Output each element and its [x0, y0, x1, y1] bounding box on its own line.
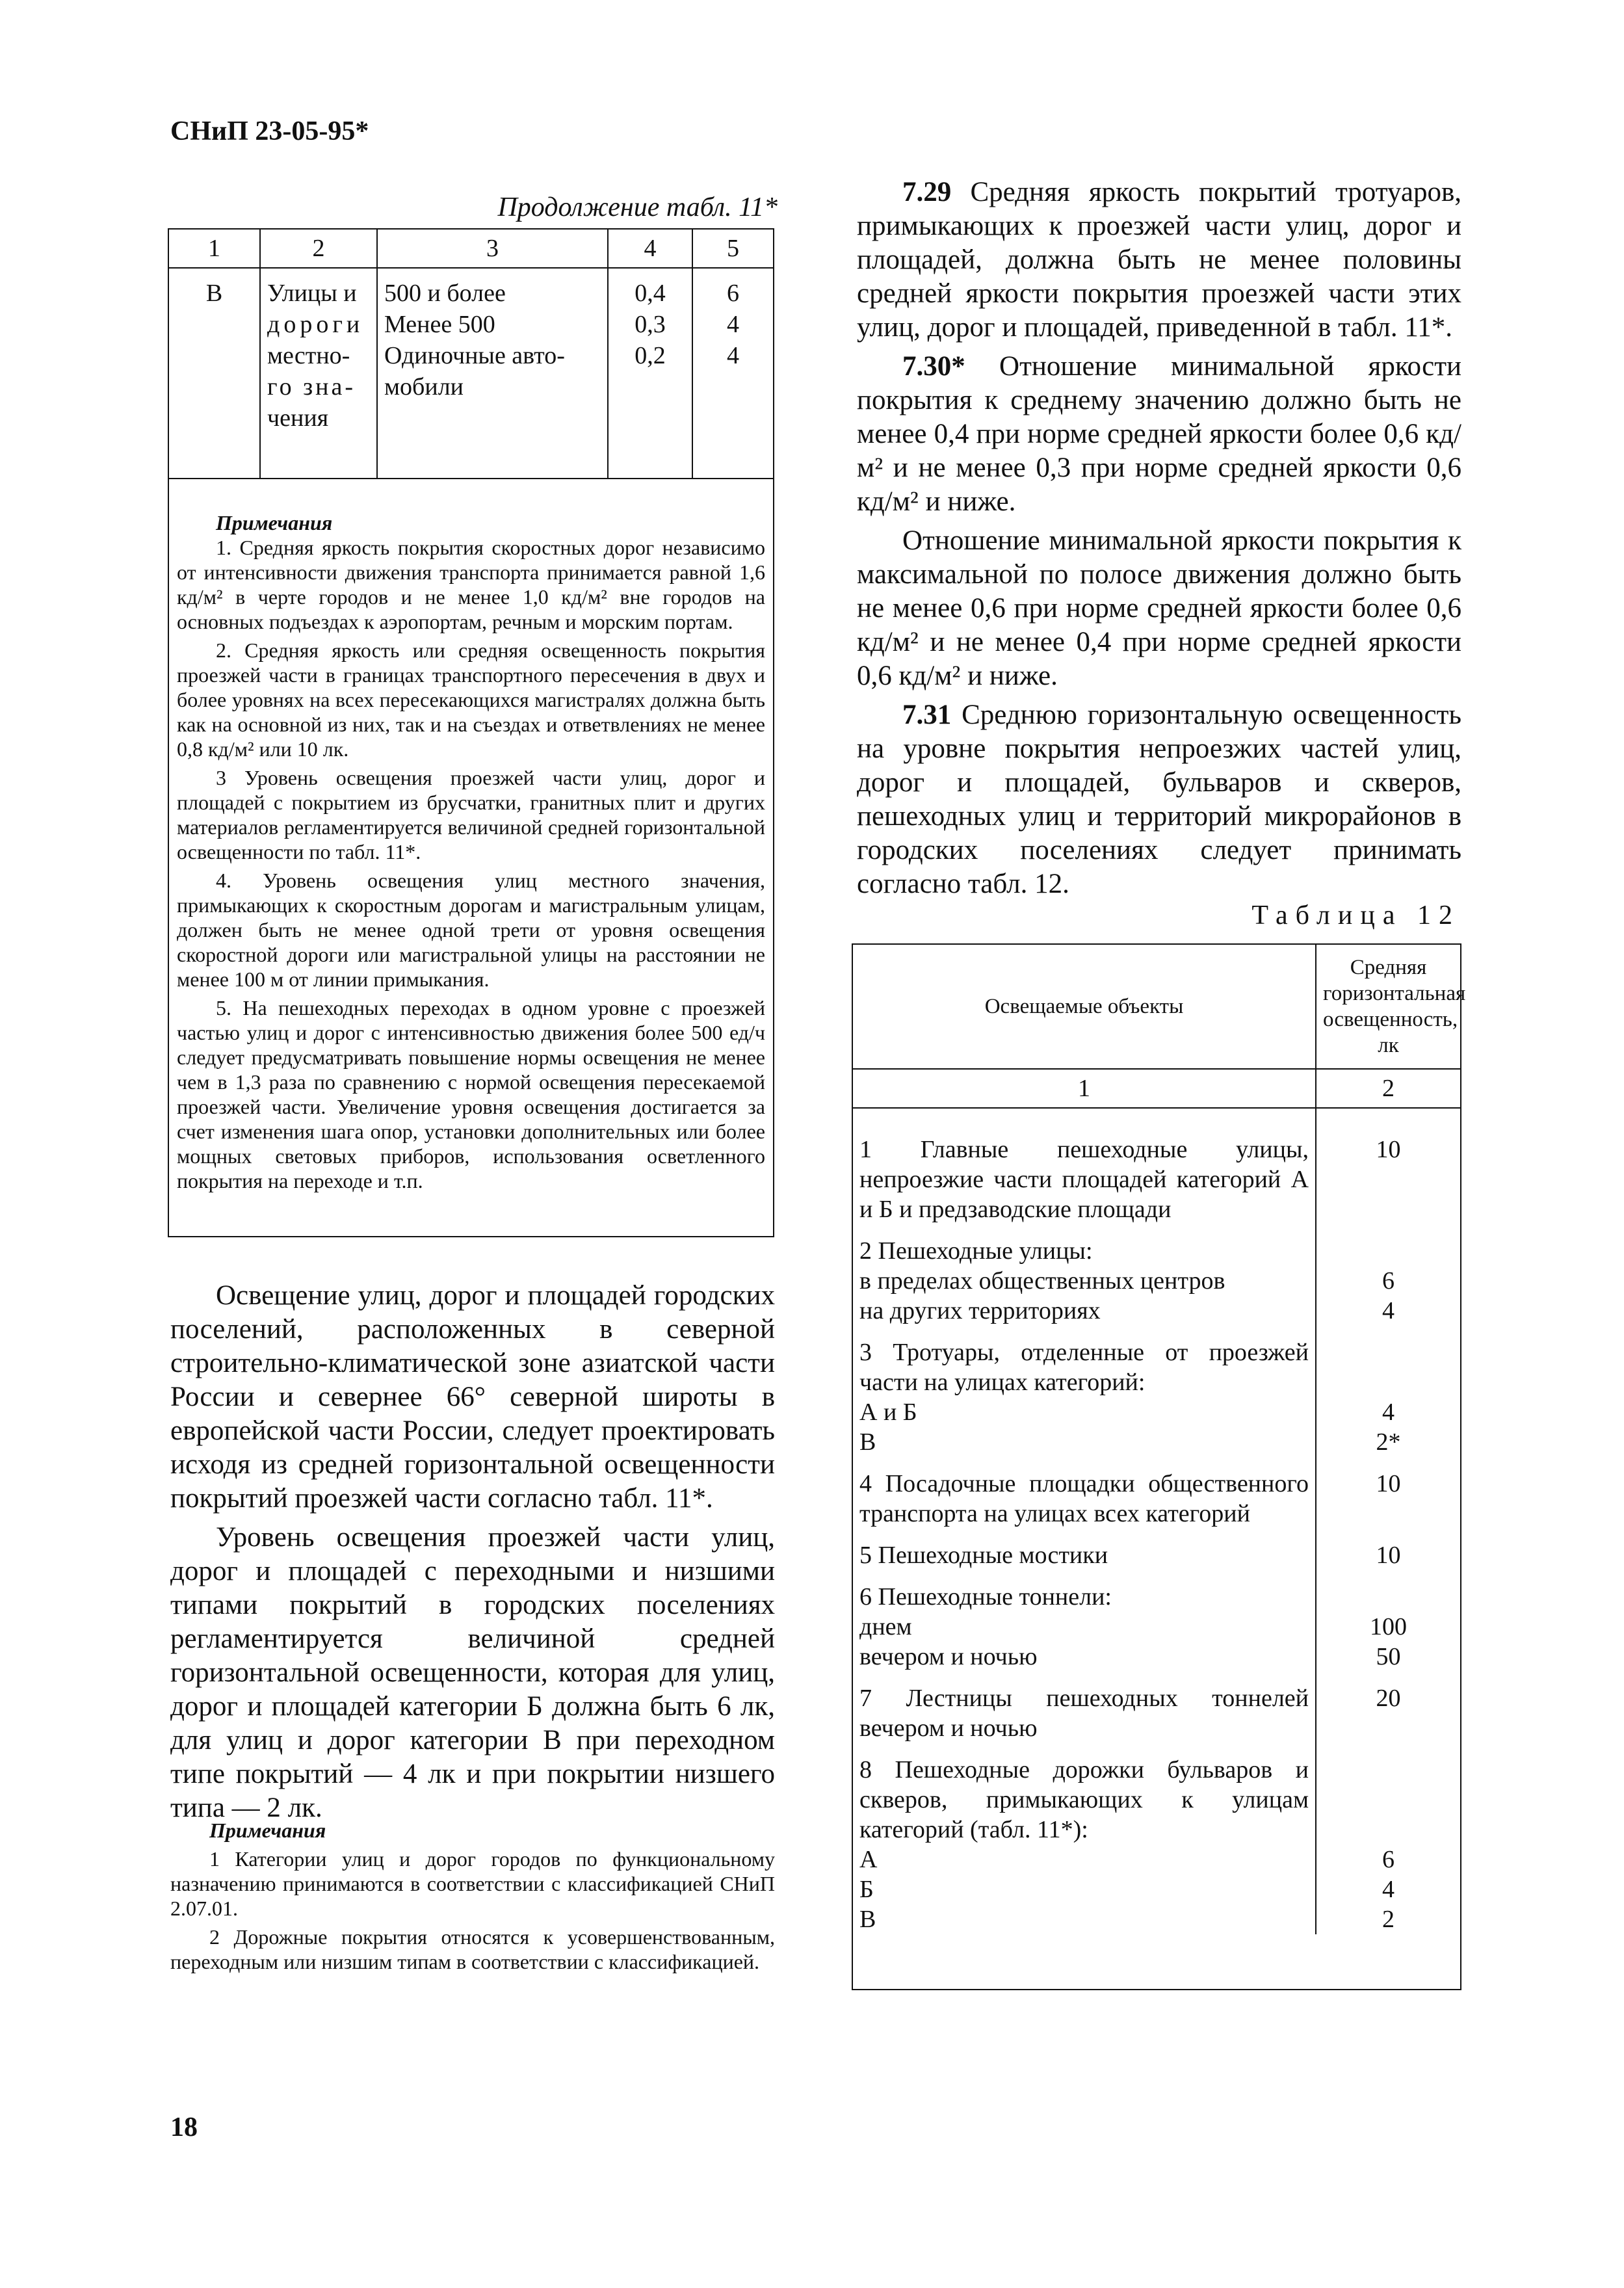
- table12-label: Таблица 12: [1251, 901, 1460, 930]
- table12-row: [853, 1529, 1460, 1570]
- table12-row: [853, 1874, 1460, 1904]
- table12-object: 3 Тротуары, отделенные от проезжей части на улицах категорий:: [853, 1326, 1316, 1397]
- illuminance-value: 6: [727, 280, 739, 307]
- table12-object: 5 Пешеходные мостики: [853, 1529, 1316, 1570]
- table12-object: на других территориях: [853, 1296, 1316, 1326]
- table11-colnum: 2: [260, 230, 377, 268]
- table12-row: [853, 1457, 1460, 1529]
- table11-colnum: 5: [692, 230, 773, 268]
- table12-body: [853, 1108, 1460, 1934]
- clause-text: Среднюю горизонтальную освещенность на уровне покрытия непроезжих частей улиц, дорог и площадей, бульваров и скверов, пешеходных улиц и территорий микрорайонов в городских поселениях следует принимать согласно табл. 12.: [857, 700, 1461, 899]
- table12-object: В: [853, 1427, 1316, 1457]
- table12-colnum: 1: [853, 1069, 1316, 1108]
- street-type-line: местно-: [267, 342, 350, 369]
- table12-row: [853, 1570, 1460, 1612]
- table12-value: 20: [1376, 1685, 1401, 1712]
- note-item: 1 Категории улиц и дорог городов по функциональному назначению принимаются в соответствии с классификацией СНиП 2.07.01.: [170, 1847, 775, 1920]
- table12-number-row: [853, 1069, 1460, 1108]
- table12-row: [853, 1427, 1460, 1457]
- clause-text: Средняя яркость покрытий тротуаров, примыкающих к проезжей части улиц, дорог и площадей, должна быть не менее половины средней яркости покрытия проезжей части этих улиц, дорог и площадей, приведенной в табл. 11*.: [857, 177, 1461, 343]
- clause-text: Отношение минимальной яркости покрытия к среднему значению должно быть не менее 0,4 при норме средней яркости более 0,6 кд/м² и не менее 0,3 при норме средней яркости 0,6 кд/м² и ниже.: [857, 351, 1461, 517]
- table12-value: 4: [1382, 1876, 1395, 1903]
- street-type-line: Улицы и: [267, 280, 357, 307]
- table12-value: 6: [1382, 1267, 1395, 1295]
- note-item: 2 Дорожные покрытия относятся к усовершенствованным, переходным или низшим типам в соответствии с классификацией.: [170, 1925, 775, 1973]
- table12-value: 4: [1382, 1297, 1395, 1324]
- street-type-line: дороги: [267, 311, 364, 338]
- table12: [853, 945, 1466, 1934]
- table12-value: [1316, 1224, 1460, 1266]
- table12-row: [853, 1296, 1460, 1326]
- table12-value: 2*: [1376, 1428, 1401, 1456]
- table12-header-row: [853, 945, 1460, 1069]
- table12-value: [1316, 1570, 1460, 1612]
- table12-object: 8 Пешеходные дорожки бульваров и скверов, примыкающих к улицам категорий (табл. 11*):: [853, 1743, 1316, 1845]
- table12-row: [853, 1326, 1460, 1397]
- table12-value: 10: [1376, 1470, 1401, 1497]
- table12-header-illuminance: Средняя горизонтальная освещенность, лк: [1316, 945, 1460, 1069]
- clause-number: 7.30*: [902, 351, 965, 382]
- table12-box: [852, 943, 1466, 1990]
- paragraph: Уровень освещения проезжей части улиц, дорог и площадей с переходными и низшими типами покрытий в городских поселениях регламентируется величиной средней горизонтальной освещенности, которая для улиц, дорог и площадей категории Б должна быть 6 лк, для улиц и дорог категории В при переходном типе покрытий — 4 лк и при покрытии низшего типа — 2 лк.: [170, 1522, 775, 1823]
- notes-title: Примечания: [209, 1819, 326, 1842]
- table12-value: 10: [1376, 1542, 1401, 1569]
- table11-colnum: 4: [608, 230, 692, 268]
- traffic-line: 500 и более: [384, 280, 506, 307]
- notes-title: Примечания: [216, 511, 333, 534]
- table12-colnum: 2: [1316, 1069, 1460, 1108]
- table11-category: В: [169, 268, 260, 479]
- left-notes: [170, 1818, 775, 1978]
- table12-object: днем: [853, 1612, 1316, 1642]
- document-code: СНиП 23-05-95*: [170, 116, 369, 146]
- table12-object: А: [853, 1845, 1316, 1874]
- table12-row: [853, 1642, 1460, 1672]
- table12-object: А и Б: [853, 1397, 1316, 1427]
- clause-7-30: [857, 350, 1461, 519]
- table12-row: [853, 1612, 1460, 1642]
- table11-row: [169, 268, 773, 479]
- note-item: 3 Уровень освещения проезжей части улиц, дорог и площадей с покрытием из брусчатки, гранитных плит и других материалов регламентируется величиной средней горизонтальной освещенности по табл. 11*.: [177, 766, 765, 863]
- table11-number-row: [169, 230, 773, 268]
- illuminance-value: 4: [727, 342, 739, 369]
- clause-7-30-continued: Отношение минимальной яркости покрытия к максимальной по полосе движения должно быть не менее 0,6 при норме средней яркости более 0,6 кд/м² и не менее 0,4 при норме средней яркости 0,6 кд/м² и ниже.: [857, 525, 1461, 691]
- table11-notes: [169, 479, 773, 1193]
- clause-number: 7.29: [902, 177, 952, 207]
- table12-value: 6: [1382, 1846, 1395, 1873]
- table12-header-objects: Освещаемые объекты: [853, 945, 1316, 1069]
- table12-object: 6 Пешеходные тоннели:: [853, 1570, 1316, 1612]
- table11-traffic: [377, 268, 608, 479]
- table12-object: В: [853, 1904, 1316, 1934]
- table12-row: [853, 1266, 1460, 1296]
- table12-value: 4: [1382, 1399, 1395, 1426]
- luminance-value: 0,3: [635, 311, 666, 338]
- table11-colnum: 1: [169, 230, 260, 268]
- table12-value: [1316, 1743, 1460, 1845]
- note-item: 1. Средняя яркость покрытия скоростных дорог независимо от интенсивности движения транспорта принимается равной 1,6 кд/м² в черте городов и не менее 1,0 кд/м² вне городов на основных подъездах к аэропортам, речным и морским портам.: [177, 536, 765, 633]
- note-item: 4. Уровень освещения улиц местного значения, примыкающих к скоростным дорогам и магистральным улицам, должен быть не менее одной трети от уровня освещения скоростной дороги или магистральной улицы на расстоянии не менее 100 м от линии примыкания.: [177, 869, 765, 991]
- table12-row: [853, 1224, 1460, 1266]
- table12-object: 1 Главные пешеходные улицы, непроезжие части площадей категорий А и Б и предзаводские площади: [853, 1108, 1316, 1224]
- traffic-line: Менее 500: [384, 311, 495, 338]
- table12-value: [1316, 1326, 1460, 1397]
- table11-colnum: 3: [377, 230, 608, 268]
- table12-value: 50: [1376, 1643, 1401, 1670]
- table12-object: Б: [853, 1874, 1316, 1904]
- page-number: 18: [170, 2112, 198, 2142]
- traffic-line: Одиночные авто-: [384, 342, 565, 369]
- table12-value: 2: [1382, 1906, 1395, 1933]
- table12-object: 4 Посадочные площадки общественного транспорта на улицах всех категорий: [853, 1457, 1316, 1529]
- luminance-value: 0,2: [635, 342, 666, 369]
- note-item: 2. Средняя яркость или средняя освещенность покрытия проезжей части в границах транспортного пересечения в двух и более уровнях на всех пересекающихся магистралях должна быть как на основной из них, так и на съездах и ответвлениях не менее 0,8 кд/м² или 10 лк.: [177, 638, 765, 761]
- table11-continuation-label: Продолжение табл. 11*: [497, 192, 778, 222]
- luminance-value: 0,4: [635, 280, 666, 307]
- traffic-line: мобили: [384, 373, 464, 401]
- street-type-line: чения: [267, 404, 329, 432]
- clause-7-29: [857, 176, 1461, 345]
- table12-row: [853, 1397, 1460, 1427]
- table12-object: в пределах общественных центров: [853, 1266, 1316, 1296]
- table11: [169, 230, 773, 479]
- left-body-text: [170, 1279, 775, 1830]
- table11-box: [168, 228, 774, 1237]
- table12-value: 10: [1376, 1136, 1401, 1163]
- street-type-line: го зна-: [267, 373, 356, 401]
- paragraph: Освещение улиц, дорог и площадей городских поселений, расположенных в северной строительно-климатической зоне азиатской части России и севернее 66° северной широты в европейской части России, следует проектировать исходя из средней горизонтальной освещенности покрытий проезжей части согласно табл. 11*.: [170, 1280, 775, 1514]
- table11-illuminance: [692, 268, 773, 479]
- table12-value: 100: [1370, 1613, 1407, 1640]
- table12-row: [853, 1108, 1460, 1224]
- table12-object: вечером и ночью: [853, 1642, 1316, 1672]
- table12-object: 7 Лестницы пешеходных тоннелей вечером и ночью: [853, 1672, 1316, 1743]
- table12-object: 2 Пешеходные улицы:: [853, 1224, 1316, 1266]
- clause-7-31: [857, 698, 1461, 901]
- table12-row: [853, 1904, 1460, 1934]
- table11-luminance: [608, 268, 692, 479]
- illuminance-value: 4: [727, 311, 739, 338]
- right-body-text: [857, 176, 1461, 906]
- clause-number: 7.31: [902, 700, 952, 730]
- table11-street-type: [260, 268, 377, 479]
- table12-row: [853, 1743, 1460, 1845]
- table12-row: [853, 1845, 1460, 1874]
- note-item: 5. На пешеходных переходах в одном уровне с проезжей частью улиц и дорог с интенсивностью движения более 500 ед/ч следует предусматривать повышение нормы освещения не менее чем в 1,3 раза по сравнению с нормой освещения пересекаемой проезжей части. Увеличение уровня освещения достигается за счет изменения шага опор, установки дополнительных или более мощных световых приборов, использования осветленного покрытия на переходе и т.п.: [177, 996, 765, 1192]
- table12-row: [853, 1672, 1460, 1743]
